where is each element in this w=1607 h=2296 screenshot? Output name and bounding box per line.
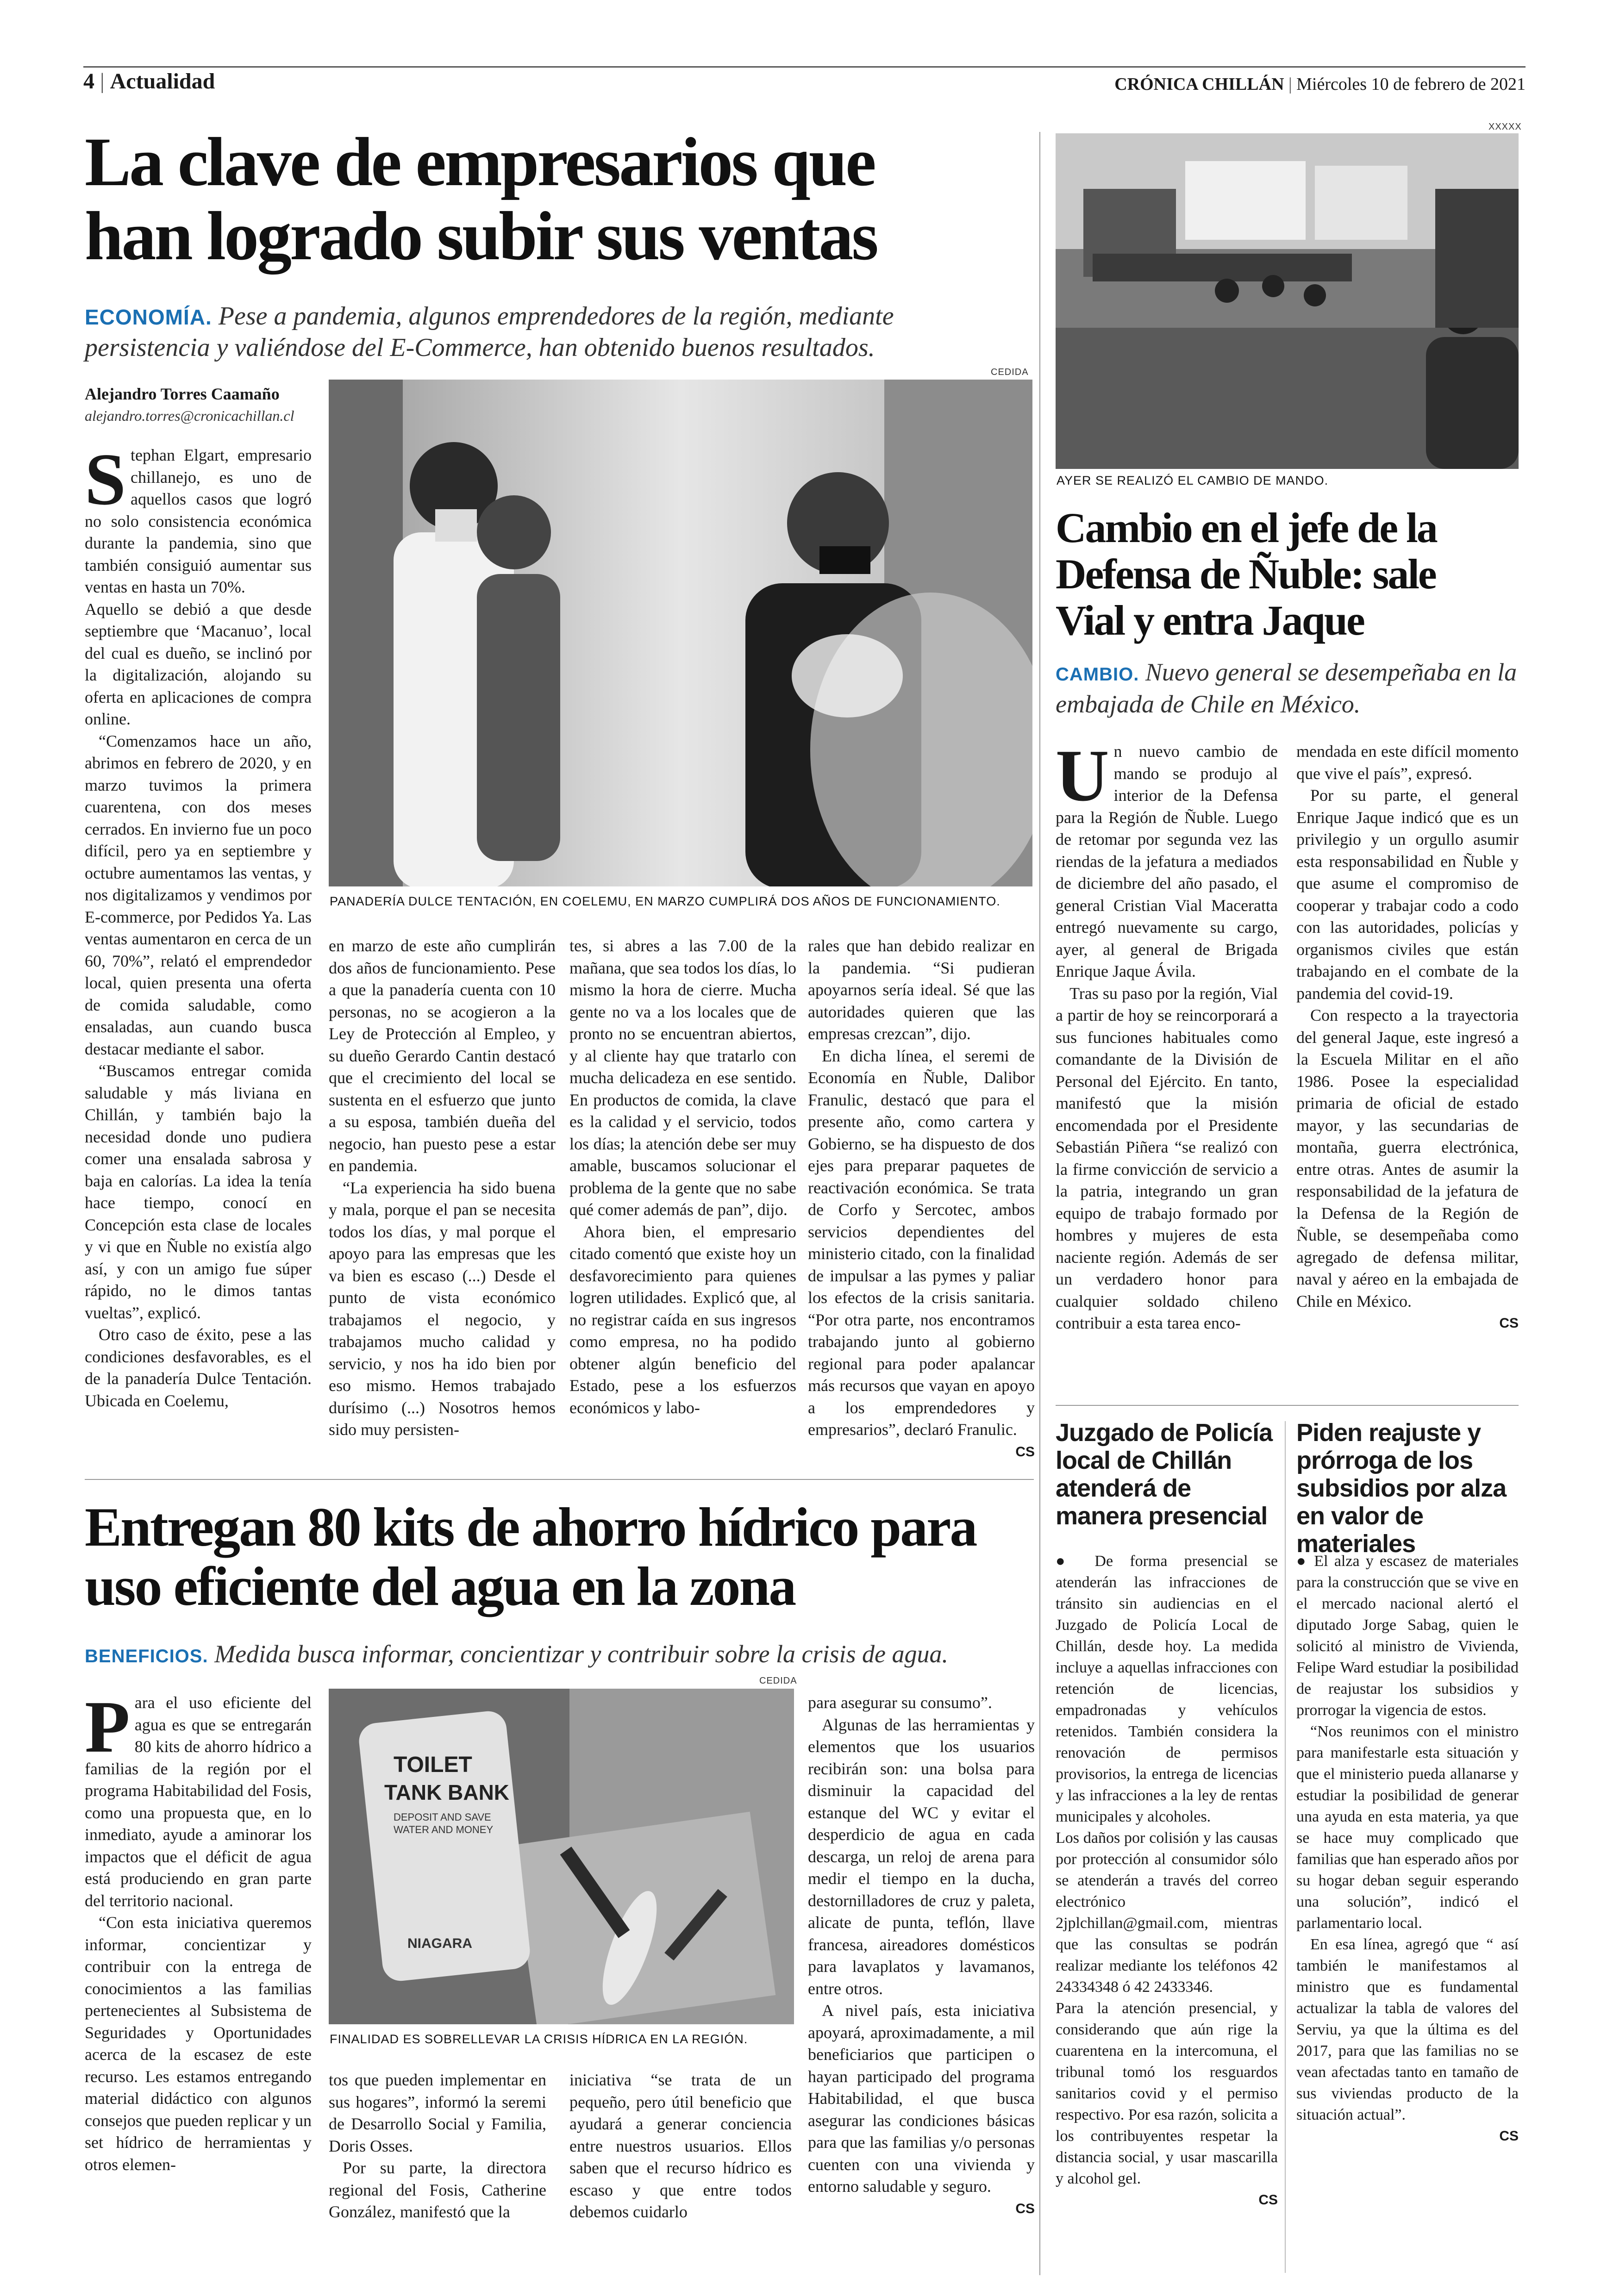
page-number: 4 bbox=[83, 69, 94, 94]
kit-brand: NIAGARA bbox=[407, 1936, 472, 1951]
article2-p4: Por su parte, el general Enrique Jaque indicó que es un privilegio y un orgullo asumir esta responsabilidad en Ñuble y que asume el compromiso de cooperar y trabajar codo a codo con las autoridades, policías y organismos civiles que están trabajando en el combate de la pandemia del covid-19. bbox=[1296, 786, 1519, 1003]
brief2-headline: Piden reajuste y prórroga de los subsidios por alza en valor de materiales bbox=[1296, 1419, 1507, 1558]
brief2-p2: “Nos reunimos con el ministro para manifestarle esta situación y que el ministerio pueda allanarse y estudiar la posibilidad de generar una ayuda en esta materia, ya que se hace muy complicado que familias que han esperado años por su hogar deban seguir esperando una solución”, indicó el parlamentario local. bbox=[1296, 1723, 1519, 1932]
article1-p9: Ahora bien, el empresario citado comentó que existe hoy un desfavorecimiento para quienes logren utilidades. Explicó que, al no registrar caída en sus ingresos como empresa, no ha podido obtener algún beneficio del Estado, pese a los esfuerzos económicos y labo- bbox=[569, 1222, 796, 1417]
photo2-caption: AYER SE REALIZÓ EL CAMBIO DE MANDO. bbox=[1057, 474, 1329, 487]
article2-p1: n nuevo cambio de mando se produjo al interior de la Defensa para la Región de Ñuble. Luego de retomar por segunda vez las riendas de la jefatura a mediados de diciembre del año pasado, el general Cristian Vial Maceratta entregó nuevamente su cargo, ayer, al general de Brigada Enrique Jaque Ávila. bbox=[1056, 742, 1278, 980]
article2-p3: mendada en este difícil momento que vive el país”, expresó. bbox=[1296, 742, 1519, 783]
article3-p5: iniciativa “se trata de un pequeño, pero útil beneficio que ayudará a generar conciencia entre nuestros usuarios. Ellos saben que el recurso hídrico es escaso y que entre todos debemos cuidarlo bbox=[569, 2071, 792, 2221]
issue-date: Miércoles 10 de febrero de 2021 bbox=[1296, 75, 1526, 94]
photo1-caption: PANADERÍA DULCE TENTACIÓN, EN COELEMU, EN MARZO CUMPLIRÁ DOS AÑOS DE FUNCIONAMIENTO. bbox=[330, 894, 1000, 908]
article1-headline-line2: han logrado subir sus ventas bbox=[85, 198, 877, 275]
article2-headline-line3: Vial y entra Jaque bbox=[1056, 597, 1364, 644]
article2-col2 bbox=[1296, 741, 1519, 1335]
article1-lead bbox=[85, 301, 1006, 363]
page-header-right: CRÓNICA CHILLÁN | Miércoles 10 de febrero de 2021 bbox=[1114, 75, 1526, 94]
article2-headline-line1: Cambio en el jefe de la bbox=[1056, 504, 1437, 551]
brief2-p1: ● El alza y escasez de materiales para la construcción que se vive en el mercado nacional alertó el diputado Jorge Sabag, quien le solicitó al ministro de Vivienda, Felipe Ward estudiar la posibilidad de reajustar los subsidios y prorrogar la vigencia de estos. bbox=[1296, 1553, 1519, 1719]
article2-dropcap: U bbox=[1056, 734, 1109, 817]
article3-end-mark: CS bbox=[1015, 2201, 1035, 2216]
article3-dropcap: P bbox=[85, 1685, 130, 1768]
article1-headline bbox=[85, 125, 877, 273]
article1-lead-text: Pese a pandemia, algunos emprendedores de la región, mediante persistencia y valiéndose del E-Commerce, han obtenido buenos resultados. bbox=[85, 302, 894, 362]
article1-p3: “Comenzamos hace un año, abrimos en febrero de 2020, y en marzo tuvimos la primera cuarentena, con dos meses cerrados. En invierno fue un poco difícil, pero ya en septiembre y octubre aumentamos las ventas, y nos digitalizamos y vendimos por E-commerce, por Pedidos Ya. Las ventas aumentaron en cerca de un 60, 70%”, relató el emprendedor local, quien presenta una oferta de comida saludable, como ensaladas, aun cuando busca destacar mediante el sabor. bbox=[85, 731, 312, 1058]
article2-p2: Tras su paso por la región, Vial a partir de hoy se reincorporará a sus funciones habituales como comandante de la División de Personal del Ejército. En tanto, manifestó que la misión encomendada por el Presidente Sebastián Piñera “se realizó con la firme convicción de servicio a la patria, integrando un gran equipo de trabajo formado por hombres y mujeres de esta naciente región. Además de ser un verdadero honor para cualquier soldado chileno contribuir a esta tarea enco- bbox=[1056, 984, 1278, 1332]
article3-col2 bbox=[329, 2069, 546, 2223]
article2-headline bbox=[1056, 505, 1437, 643]
article1-headline-line1: La clave de empresarios que bbox=[85, 124, 875, 200]
article2-lead bbox=[1056, 657, 1519, 719]
article3-p7: Algunas de las herramientas y elementos que los usuarios recibirán son: una bolsa para disminuir la capacidad del estanque del WC y evitar el desperdicio de agua en cada descarga, un reloj de arena para medir el tiempo en la ducha, destornilladores de cruz y paleta, alicate de punta, teflón, llave francesa, aireadores domésticos para lavaplatos y lavamanos, entre otros. bbox=[808, 1715, 1035, 1998]
article3-lead bbox=[85, 1639, 1034, 1672]
paper-name: CRÓNICA CHILLÁN bbox=[1114, 75, 1284, 94]
article3-p8: A nivel país, esta iniciativa apoyará, aproximadamente, a mil beneficiarios que participen o hayan participado del programa Habitabilidad, el que busca asegurar las condiciones básicas para que las familias y/o personas cuenten con una vivienda y entorno saludable y seguro. bbox=[808, 2001, 1035, 2196]
article1-p6: en marzo de este año cumplirán dos años de funcionamiento. Pese a que la panadería cuenta con 10 personas, no se acogieron a la Ley de Protección al Empleo, y su dueño Gerardo Cantin destacó que el crecimiento del local se sustenta en el esfuerzo que junto a su esposa, también dueña del negocio, han puesto pese a estar en pandemia. bbox=[329, 936, 556, 1175]
page-header-left: 4 | Actualidad bbox=[83, 69, 215, 94]
article3-p2: “Con esta iniciativa queremos informar, concientizar y contribuir con la entrega de conocimientos a las familias pertenecientes al Subsistema de Seguridades y Oportunidades acerca de la escasez de este recurso. Les estamos entregando material didáctico con algunos consejos que pueden replicar y un set hídrico de herramientas y otros elemen- bbox=[85, 1913, 312, 2174]
section-name: Actualidad bbox=[110, 69, 215, 94]
article1-col2 bbox=[329, 935, 556, 1441]
kit-label-1: TOILET bbox=[394, 1753, 472, 1777]
brief2-p3: En esa línea, agregó que “ así también le manifestamos al ministro que es fundamental actualizar la tabla de valores del Serviu, ya que la última es del 2017, para que las familias no se vean afectadas tanto en tamaño de sus viviendas producto de la situación actual”. bbox=[1296, 1936, 1519, 2123]
article2-kicker: CAMBIO. bbox=[1056, 664, 1139, 685]
bakery-photo-illustration bbox=[329, 380, 1032, 886]
photo2-tag: XXXXX bbox=[1488, 122, 1522, 132]
article2-lead-text: Nuevo general se desempeñaba en la embajada de Chile en México. bbox=[1056, 658, 1517, 718]
photo3-credit: CEDIDA bbox=[759, 1676, 797, 1686]
article3-col3 bbox=[569, 2069, 792, 2223]
photo3-caption: FINALIDAD ES SOBRELLEVAR LA CRISIS HÍDRICA EN LA REGIÓN. bbox=[330, 2032, 748, 2046]
article3-headline bbox=[85, 1497, 976, 1616]
article2-headline-line2: Defensa de Ñuble: sale bbox=[1056, 550, 1436, 598]
article1-p1: tephan Elgart, empresario chillanejo, es uno de aquellos casos que logró no solo consistencia económica durante la pandemia, sino que también consiguió aumentar sus ventas en hasta un 70%. bbox=[85, 446, 312, 596]
article3-col1 bbox=[85, 1685, 312, 2176]
article3-p4: Por su parte, la directora regional del Fosis, Catherine González, manifestó que la bbox=[329, 2159, 546, 2221]
article2-end-mark: CS bbox=[1499, 1316, 1519, 1331]
brief1-body bbox=[1056, 1551, 1278, 2211]
article3-headline-line1: Entregan 80 kits de ahorro hídrico para bbox=[85, 1496, 976, 1558]
brief1-headline: Juzgado de Policía local de Chillán atenderá de manera presencial bbox=[1056, 1419, 1273, 1530]
article1-p5: Otro caso de éxito, pese a las condiciones desfavorables, es el de la panadería Dulce Tentación. Ubicada en Coelemu, bbox=[85, 1325, 312, 1410]
brief2-body bbox=[1296, 1551, 1519, 2147]
article1-email: alejandro.torres@cronicachillan.cl bbox=[85, 407, 294, 424]
article1-col1 bbox=[85, 438, 312, 1412]
article3-headline-line2: uso eficiente del agua en la zona bbox=[85, 1555, 795, 1617]
brief1-p1: ● De forma presencial se atenderán las infracciones de tránsito sin audiencias en el Juzgado de Policía Local de Chillán, desde hoy. La medida incluye a aquellas infracciones con retención de licencias, empadronadas y vehículos retenidos. También considera la renovación de permisos provisorios, la entrega de licencias y las infracciones a la ley de rentas municipales y alcoholes. bbox=[1056, 1553, 1278, 1825]
article1-p8: tes, si abres a las 7.00 de la mañana, que sea todos los días, lo mismo la hora de cierre. Mucha gente no va a los locales que de pronto no se encuentran abiertos, y al cliente hay que tratarlo con mucha delicadeza en ese sentido. En productos de comida, la clave es la calidad y el servicio, todos los días; la atención debe ser muy amable, buscamos solucionar el problema de la gente que no sabe qué comer además de pan”, dijo. bbox=[569, 936, 796, 1219]
article1-col3 bbox=[569, 935, 796, 1419]
article1-p7: “La experiencia ha sido buena y mala, porque el pan se necesita todos los días, y mal porque el apoyo para las empresas que les va bien es escaso (...) Desde el punto de vista económico trabajamos el negocio, y trabajamos mucho calidad y servicio, y nos ha ido bien por eso mismo. Hemos trabajado durísimo (...) Nosotros hemos sido muy persisten- bbox=[329, 1178, 556, 1439]
article2-p5: Con respecto a la trayectoria del general Jaque, este ingresó a la Escuela Militar en el año 1986. Posee la especialidad primaria de oficial de estado mayor, y las secundarias de montaña, guerra electrónica, entre otras. Antes de asumir la responsabilidad de la jefatura de la Defensa de la Región de Ñuble, se desempeñaba como agregado de defensa militar, naval y aéreo en la embajada de Chile en México. bbox=[1296, 1006, 1519, 1310]
brief1-p2: Los daños por colisión y las causas por protección al consumidor sólo se atenderán a través del correo electrónico 2jplchillan@gmail.com, mientras que las consultas se podrán realizar mediante los teléfonos 42 24334348 ó 42 2433346. bbox=[1056, 1829, 1278, 1996]
article1-p2: Aquello se debió a que desde septiembre que ‘Macanuo’, local del cual es dueño, se inclinó por la digitalización, alojando su oferta en aplicaciones de compra online. bbox=[85, 599, 312, 728]
command-change-photo bbox=[1056, 133, 1519, 469]
article1-p4: “Buscamos entregar comida saludable y más liviana en Chillán, y también bajo la necesidad donde uno pudiera comer una ensalada sabrosa y baja en calorías. La idea la tenía hace tiempo, conocí en Concepción esta clase de locales y vi que en Ñuble no existía algo así, y con un amigo fue súper rápido, no le dimos tantas vueltas”, explicó. bbox=[85, 1061, 312, 1322]
article1-p10: rales que han debido realizar en la pandemia. “Si pudieran apoyarnos sería ideal. Sé que las autoridades quieren que las empresas crezcan”, dijo. bbox=[808, 936, 1035, 1043]
brief1-end-mark: CS bbox=[1258, 2192, 1278, 2208]
brief2-end-mark: CS bbox=[1499, 2128, 1519, 2144]
article1-dropcap: S bbox=[85, 438, 126, 520]
kit-label-4: WATER AND MONEY bbox=[394, 1824, 494, 1835]
article3-p6: para asegurar su consumo”. bbox=[808, 1693, 992, 1712]
bakery-photo bbox=[329, 380, 1032, 886]
article3-p1: ara el uso eficiente del agua es que se entregarán 80 kits de ahorro hídrico a familias de la región por el programa Habitabilidad del Fosis, como una propuesta que, en lo inmediato, ayude a aminorar los impactos que el déficit de agua está produciendo en gran parte del territorio nacional. bbox=[85, 1693, 312, 1910]
article3-p3: tos que pueden implementar en sus hogares”, informó la seremi de Desarrollo Social y Familia, Doris Osses. bbox=[329, 2071, 546, 2155]
article1-kicker: ECONOMÍA. bbox=[85, 305, 212, 329]
article1-p11: En dicha línea, el seremi de Economía en Ñuble, Dalibor Franulic, destacó que para el presente año, como cartera y Gobierno, se ha dispuesto de dos ejes para preparar paquetes de reactivación económica. Se trata de Corfo y Sercotec, ambos servicios dependientes del ministerio citado, con la finalidad de impulsar a las pymes y paliar los efectos de la crisis sanitaria. “Por otra parte, nos encontramos trabajando junto al gobierno regional para poder apalancar más recursos que vayan en apoyo a los emprendedores y empresarios”, declaró Franulic. bbox=[808, 1046, 1035, 1439]
brief1-p3: Para la atención presencial, y considerando que aún rige la cuarentena en la intercomuna, el tribunal tomó los resguardos sanitarios covid y el permiso respectivo. Por esa razón, solicita a los contribuyentes respetar la distancia social, y usar mascarilla y alcohol gel. bbox=[1056, 2000, 1278, 2187]
article1-end-mark: CS bbox=[1015, 1444, 1035, 1460]
kit-label-3: DEPOSIT AND SAVE bbox=[394, 1811, 491, 1823]
article1-col4 bbox=[808, 935, 1035, 1463]
article3-kicker: BENEFICIOS. bbox=[85, 1646, 208, 1666]
kit-label-2: TANK BANK bbox=[384, 1780, 510, 1804]
photo1-credit: CEDIDA bbox=[991, 367, 1029, 377]
command-change-illustration bbox=[1056, 133, 1519, 469]
article3-lead-text: Medida busca informar, concientizar y contribuir sobre la crisis de agua. bbox=[214, 1640, 948, 1668]
water-kit-photo bbox=[329, 1689, 794, 2024]
article1-author: Alejandro Torres Caamaño bbox=[85, 385, 280, 403]
water-kit-illustration bbox=[329, 1689, 794, 2024]
article3-col4 bbox=[808, 1692, 1035, 2220]
article2-col1 bbox=[1056, 734, 1278, 1335]
